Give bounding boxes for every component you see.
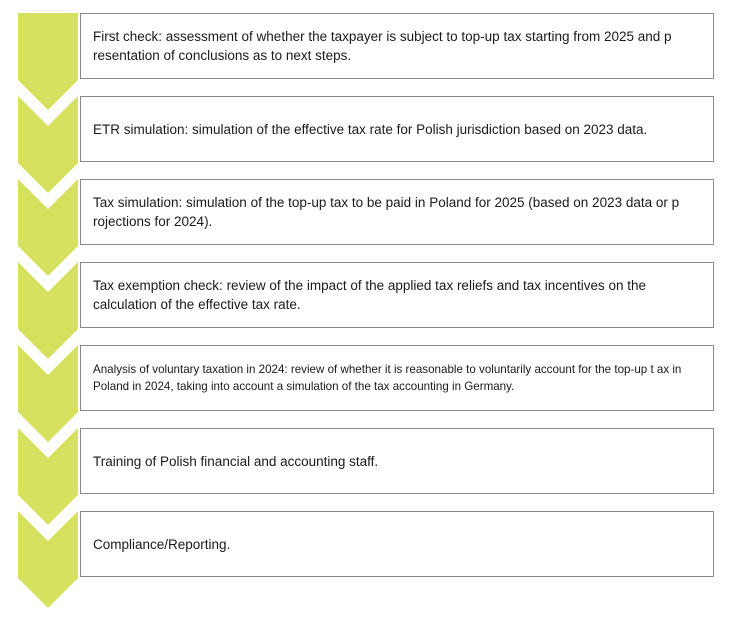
step-text-3: Tax simulation: simulation of the top-up tax to be paid in Poland for 2025 (based on 2023 data or p rojections for 2024).	[93, 195, 680, 229]
chevron-step-2	[18, 96, 78, 193]
step-box-5	[80, 345, 714, 411]
chevron-step-3	[18, 179, 78, 276]
step-box-7	[80, 511, 714, 577]
step-box-2	[80, 96, 714, 162]
step-box-6	[80, 428, 714, 494]
step-text-5: Analysis of voluntary taxation in 2024: review of whether it is reasonable to voluntarily account for the top-up t ax in Poland in 2024, taking into account a simulation of the tax accounting in Germany.	[93, 363, 682, 393]
step-text-1: First check: assessment of whether the taxpayer is subject to top-up tax starting from 2025 and p resentation of conclusions as to next steps.	[93, 29, 672, 63]
step-text-2: ETR simulation: simulation of the effective tax rate for Polish jurisdiction based on 2023 data.	[93, 121, 648, 137]
chevron-step-1	[18, 13, 78, 110]
chevron-step-6	[18, 428, 78, 525]
step-text-6: Training of Polish financial and accounting staff.	[93, 453, 379, 469]
chevron-step-7	[18, 511, 78, 608]
step-text-7: Compliance/Reporting.	[93, 536, 231, 552]
step-box-4	[80, 262, 714, 328]
chevron-column	[0, 0, 80, 618]
step-box-3	[80, 179, 714, 245]
chevron-step-5	[18, 345, 78, 442]
step-box-1	[80, 13, 714, 79]
step-text-4: Tax exemption check: review of the impact of the applied tax reliefs and tax incentives on the calculation of the effective tax rate.	[93, 278, 647, 312]
chevron-step-4	[18, 262, 78, 359]
